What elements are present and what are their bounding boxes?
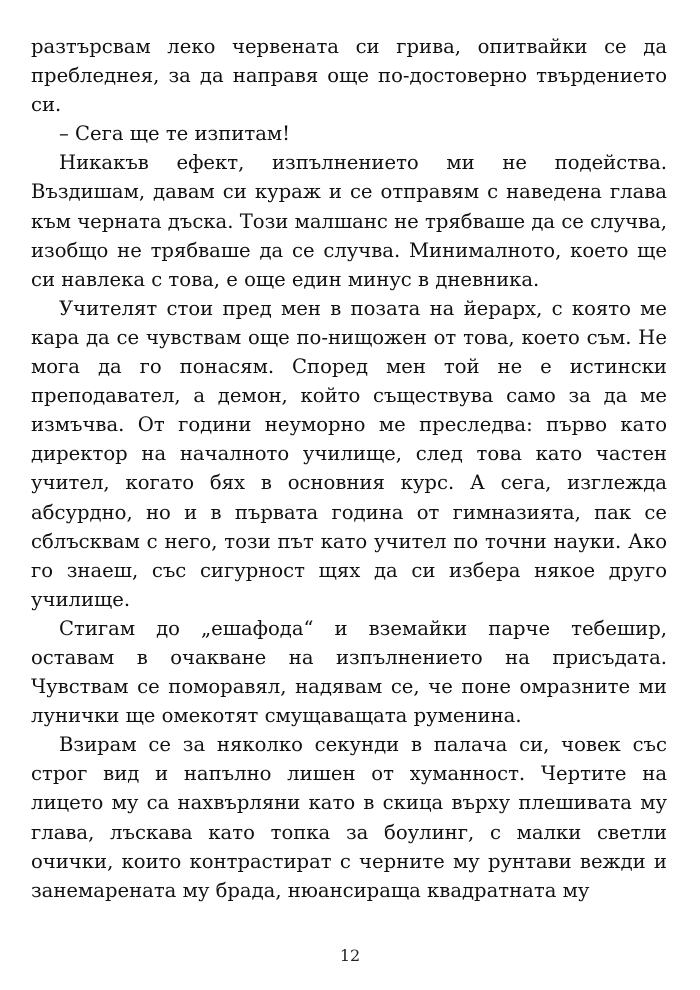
paragraph: Стигам до „ешафода“ и вземайки парче тебешир, оставам в очакване на изпълнението на присъдата. Чувствам се поморавял, надявам се, че поне омразните ми лунички ще омекотят смущаващата руменина. [31,616,667,728]
paragraph: Никакъв ефект, изпълнението ми не подейства. Въздишам, давам си кураж и се отправям с наведена глава към черната дъска. Този малшанс не трябваше да се случва, изобщо не трябваше да се случва. Минималното, което ще си навлека с това, е още един минус в дневника. [31,151,667,291]
page-body [31,32,667,905]
paragraph: разтърсвам леко червената си грива, опитвайки се да пребледнея, за да направя още по-достоверно твърдението си. [31,35,667,117]
paragraph: Учителят стои пред мен в позата на йерарх, с която ме кара да се чувствам още по-нищожен от това, което съм. Не мога да го понасям. Според мен той не е истински преподавател, а демон, който съществува само за да ме измъчва. От години неуморно ме преследва: първо като директор на началното училище, след това като частен учител, когато бях в основния курс. А сега, изглежда абсурдно, но и в първата година от гимназията, пак се сблъсквам с него, този път като учител по точни науки. Ако го знаеш, със сигурност щях да си избера някое друго училище. [31,296,667,611]
page-number: 12 [339,946,361,965]
paragraph: – Сега ще те изпитам! [59,122,290,146]
paragraph: Взирам се за няколко секунди в палача си, човек със строг вид и напълно лишен от хуманност. Чертите на лицето му са нахвърляни като в скица върху плешивата му глава, лъскава като топка за боулинг, с малки светли очички, които контрастират с черните му рунтави вежди и занемарената му брада, нюансираща квадратната му [31,733,667,902]
